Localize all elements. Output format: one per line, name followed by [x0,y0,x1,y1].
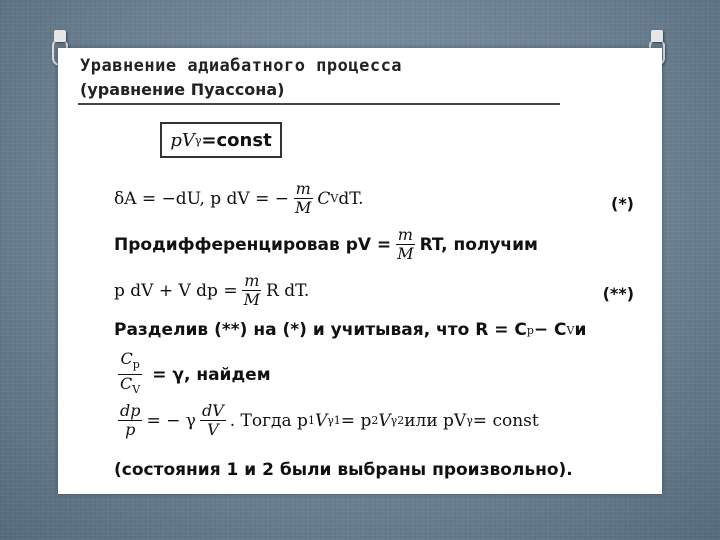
exp-gamma: γ [327,414,334,427]
line3-text: p dV + V dp = [114,280,238,301]
equation-line-work [114,180,364,217]
frac-den: M [397,244,414,263]
sub-V: V [330,192,339,205]
frac-den: p [125,420,136,439]
frac-num: m [295,179,311,198]
equation-line-gamma [114,350,271,399]
fraction-cp-over-cv [118,350,142,399]
or-pV: или pV [404,410,467,431]
frac-den: M [295,198,312,217]
line7-text: (состояния 1 и 2 были выбраны произвольно). [114,460,573,480]
frac-num: dV [201,401,224,420]
sub-V: V [566,323,575,337]
equation-line-differential [114,272,309,309]
sub-p: p [526,323,534,337]
equals-p: = p [340,410,372,431]
frac-den: M [243,290,260,309]
fraction-dV-over-V [200,402,226,439]
line4-end: и [574,320,587,340]
frac-num: m [397,225,413,244]
var-V: V [314,410,328,431]
line4-text: Разделив (**) на (*) и учитывая, что R = C [114,320,527,340]
scanned-page [58,48,662,494]
var-V: V [181,129,195,151]
line1-text: δA = −dU, p dV = − [114,188,290,209]
page-heading: Уравнение адиабатного процесса [80,56,403,76]
text-line-note [114,460,573,480]
page-subheading: (уравнение Пуассона) [80,80,285,99]
frac-den: V [207,420,219,439]
sub-p: p [132,358,140,371]
text-line-dividing [114,320,586,340]
line3-end: R dT. [265,280,310,301]
line6-text: . Тогда p [229,410,308,431]
frac-den [118,375,142,399]
var-C: C [317,188,331,209]
equation-tag-double-star: (**) [602,284,634,303]
line4-minus: − C [533,320,567,340]
var-C: C [120,349,133,368]
fraction-m-over-M [293,180,313,217]
frac-num: m [244,271,260,290]
line2-text: Продифференцировав pV = [114,234,392,255]
exp-gamma: γ [194,133,202,147]
poisson-equation-box [160,122,282,158]
equation-tag-star: (*) [611,194,634,213]
frac-num [118,350,141,375]
line2-end: RT, получим [419,234,538,255]
equation-line-differentiate [114,226,538,263]
const-text: =const [201,129,272,151]
sub-2: 2 [397,414,405,427]
exp-gamma: γ [390,414,398,427]
equation-line-result [114,402,539,439]
equals-const: = const [472,410,539,431]
sub-1: 1 [333,414,341,427]
line6-mid: = − γ [146,410,196,431]
frac-num: dp [120,401,141,420]
fraction-m-over-M [395,226,415,263]
line1-end: dT. [338,188,364,209]
var-p: p [170,129,182,151]
var-V: V [378,410,391,431]
var-C: C [120,374,133,393]
sub-V: V [132,383,141,396]
heading-rule [78,103,560,105]
sub-1: 1 [307,414,315,427]
exp-gamma: γ [466,414,473,427]
fraction-dp-over-p [118,402,142,439]
sub-2: 2 [371,414,379,427]
fraction-m-over-M [242,272,262,309]
line5-text: = γ, найдем [152,364,271,385]
